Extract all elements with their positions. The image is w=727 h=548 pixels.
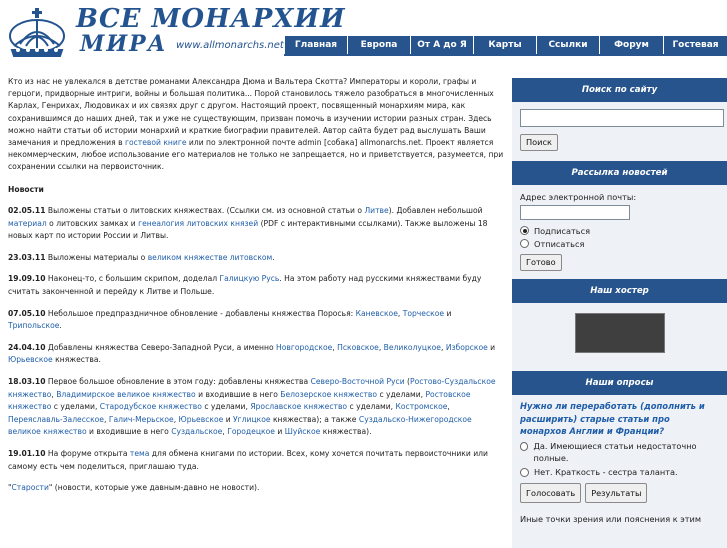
- content-link[interactable]: Каневское: [355, 308, 398, 318]
- content-text: (: [404, 376, 411, 386]
- content-text: с уделами,: [377, 389, 426, 399]
- content-text: княжества.: [52, 355, 101, 365]
- content-text: с уделами,: [201, 402, 251, 412]
- content-text: и входившие в него: [195, 389, 281, 399]
- content-text: ,: [440, 342, 446, 352]
- content-link[interactable]: Литве: [364, 206, 389, 216]
- content-link[interactable]: генеалогия литовских князей: [138, 218, 259, 228]
- hoster-banner[interactable]: [575, 313, 665, 353]
- content-link[interactable]: Галицкую Русь: [219, 274, 280, 284]
- news-item: [8, 376, 504, 439]
- content-link[interactable]: Изборское: [445, 342, 488, 352]
- content-text: или по электронной почте admin [собака] allmonarchs.net. Проект является некоммерческим, любое использование его материалов не только не запрещается, но и приветствуется, разумеется, при сохранении ссылки на первоисточник.: [8, 138, 504, 172]
- content-link[interactable]: Ярославское княжество: [250, 402, 348, 412]
- content-text: На форуме открыта: [45, 448, 130, 458]
- content-text: " (новости, которые уже давным-давно не новости).: [48, 483, 260, 493]
- content-link[interactable]: Переяславль-Залесское: [8, 414, 104, 424]
- content-text: Небольшое предпраздничное обновление - добавлены княжества Поросья:: [45, 308, 356, 318]
- newsletter-title: Рассылка новостей: [512, 161, 727, 185]
- nav-item-maps[interactable]: Карты: [473, 36, 536, 54]
- hoster-panel: [512, 313, 727, 371]
- content-link[interactable]: Белозерское княжество: [280, 389, 378, 399]
- newsletter-submit-button[interactable]: Готово: [520, 254, 562, 271]
- nav-item-europe[interactable]: Европа: [347, 36, 410, 54]
- content-text: ,: [173, 414, 179, 424]
- news-heading: Новости: [8, 184, 44, 194]
- subscribe-radio[interactable]: [520, 226, 529, 235]
- nav-item-home[interactable]: Главная: [284, 36, 347, 54]
- content-link[interactable]: Костромское: [395, 402, 448, 412]
- news-item: [8, 252, 504, 265]
- poll-yes-radio[interactable]: [520, 442, 528, 451]
- content-link[interactable]: Юрьевское: [178, 414, 224, 424]
- content-text: ,: [332, 342, 338, 352]
- content-text: о литовских замках и: [46, 218, 139, 228]
- news-item: [8, 205, 504, 243]
- crown-icon[interactable]: [6, 6, 68, 60]
- content-link[interactable]: Юрьевское: [8, 355, 53, 365]
- content-text: Наконец-то, с большим скрипом, доделал: [45, 274, 220, 284]
- content-text: ,: [103, 414, 109, 424]
- content-text: ,: [378, 342, 384, 352]
- news-item: [8, 308, 504, 333]
- content-text: Выложены материалы о: [45, 252, 148, 262]
- logo-title[interactable]: ВСЕ МОНАРХИИ: [76, 4, 346, 34]
- sidebar: [512, 78, 727, 548]
- nav-item-guestbook[interactable]: Гостевая: [663, 36, 727, 54]
- email-field[interactable]: [520, 205, 630, 220]
- content-text: ,: [447, 402, 450, 412]
- news-date: 18.03.10: [8, 376, 46, 386]
- search-title: Поиск по сайту: [512, 78, 727, 102]
- content-link[interactable]: Ростово-Суздальское княжество: [8, 376, 496, 399]
- content-text: ,: [397, 308, 403, 318]
- poll-option-no[interactable]: [520, 466, 719, 479]
- polls-panel: [512, 395, 727, 530]
- site-url: www.allmonarchs.net: [176, 40, 284, 51]
- content-link[interactable]: Старости: [11, 483, 49, 493]
- content-link[interactable]: Галич-Мерьское: [108, 414, 174, 424]
- content-link[interactable]: гостевой книге: [124, 138, 187, 148]
- content-text: и: [274, 427, 285, 437]
- main-content: [8, 76, 504, 495]
- nav-underline: [284, 54, 727, 56]
- search-panel: [512, 102, 727, 157]
- content-link[interactable]: тема: [129, 448, 150, 458]
- news-date: 24.04.10: [8, 342, 46, 352]
- content-link[interactable]: Новгородское: [276, 342, 333, 352]
- news-item: [8, 342, 504, 367]
- news-list: [8, 205, 504, 495]
- content-link[interactable]: Трипольское: [8, 321, 60, 331]
- content-link[interactable]: великом княжестве литовском: [147, 252, 273, 262]
- news-item: [8, 448, 504, 473]
- content-link[interactable]: Владимирское великое княжество: [56, 389, 196, 399]
- content-text: .: [272, 252, 275, 262]
- polls-title: Наши опросы: [512, 371, 727, 395]
- poll-footer-text: Иные точки зрения или пояснения к этим: [520, 513, 702, 524]
- newsletter-panel: [512, 185, 727, 277]
- content-text: ,: [51, 389, 57, 399]
- nav-item-forum[interactable]: Форум: [599, 36, 663, 54]
- results-button[interactable]: Результаты: [585, 483, 647, 503]
- content-text: Первое большое обновление в этом году: добавлены княжества: [45, 376, 311, 386]
- content-text: и: [444, 308, 452, 318]
- content-link[interactable]: Великолуцкое: [383, 342, 441, 352]
- main-nav: [284, 36, 727, 54]
- content-link[interactable]: Северо-Восточной Руси: [310, 376, 405, 386]
- intro-text: [8, 76, 504, 174]
- poll-question: Нужно ли переработать (дополнить и расширить) старые статьи про монархов Англии и Франции?: [520, 401, 705, 437]
- content-text: (PDF с интерактивными ссылками). Также выложены 18 новых карт по истории России и Литвы.: [8, 218, 488, 241]
- subscribe-label: Подписаться: [534, 225, 591, 236]
- content-link[interactable]: Ростовское княжество: [8, 389, 471, 412]
- content-link[interactable]: Городецкое: [227, 427, 275, 437]
- content-text: .: [59, 321, 62, 331]
- content-text: с уделами,: [347, 402, 396, 412]
- search-input[interactable]: [520, 109, 724, 127]
- content-text: княжества); а также: [270, 414, 359, 424]
- poll-yes-label: Да. Имеющиеся статьи недостаточно полные.: [533, 440, 697, 463]
- content-link[interactable]: Псковское: [337, 342, 379, 352]
- content-text: Добавлены княжества Северо-Западной Руси, а именно: [45, 342, 277, 352]
- email-label: Адрес электронной почты:: [520, 192, 637, 202]
- content-text: Выложены статьи о литовских княжествах. (Ссылки см. из основной статьи о: [45, 206, 365, 216]
- news-date: 02.05.11: [8, 206, 46, 216]
- content-link[interactable]: Стародубское княжество: [99, 402, 202, 412]
- content-link[interactable]: Суздальско-Нижегородское великое княжество: [8, 414, 472, 437]
- content-link[interactable]: Торческое: [402, 308, 445, 318]
- content-link[interactable]: Суздальское: [171, 427, 223, 437]
- poll-option-yes[interactable]: [520, 440, 719, 464]
- content-text: и: [487, 342, 496, 352]
- content-text: и: [223, 414, 234, 424]
- news-item: [8, 482, 504, 495]
- search-button[interactable]: Поиск: [520, 134, 558, 151]
- content-link[interactable]: материал: [8, 218, 47, 228]
- subscribe-option[interactable]: [520, 224, 719, 237]
- news-date: 07.05.10: [8, 308, 46, 318]
- unsubscribe-radio[interactable]: [520, 239, 529, 248]
- content-link[interactable]: Шуйское: [284, 427, 321, 437]
- content-text: княжества).: [320, 427, 372, 437]
- hoster-title: Наш хостер: [512, 279, 727, 303]
- news-date: 23.03.11: [8, 252, 46, 262]
- vote-button[interactable]: Голосовать: [520, 483, 581, 503]
- logo-subtitle[interactable]: МИРА: [80, 31, 168, 57]
- content-text: с уделами,: [51, 402, 100, 412]
- content-text: ,: [222, 427, 228, 437]
- content-text: и входившие в него: [86, 427, 172, 437]
- content-text: для обмена книгами по истории. Всех, кому хочется почитать первоисточники или самому есть чем поделиться, приглашаю туда.: [8, 448, 488, 471]
- news-date: 19.09.10: [8, 274, 46, 284]
- news-date: 19.01.10: [8, 448, 46, 458]
- content-link[interactable]: Углицкое: [233, 414, 271, 424]
- content-text: Кто из нас не увлекался в детстве романами Александра Дюма и Вальтера Скотта? Императоры и короли, графы и герцоги, придворные интриги, войны и большая политика... Порой становилось тяжело разобраться в многочисленных Карлах, Генрихах, Людовиках и их связях друг с другом. Настоящий проект, посвященный монархиям мира, как сохранившимся до наших дней, так и уже не существующим, призван помочь в изучении истории разных стран. Здесь можно найти статьи об истории монархий и краткие биографии правителей. Автор сайта будет рад выслушать Ваши замечания и предложения в: [8, 77, 494, 148]
- unsubscribe-option[interactable]: [520, 237, 719, 250]
- news-item: [8, 273, 504, 298]
- content-text: ": [8, 483, 12, 493]
- unsubscribe-label: Отписаться: [534, 238, 585, 249]
- nav-item-a-to-z[interactable]: От А до Я: [410, 36, 473, 54]
- poll-no-label: Нет. Краткость - сестра таланта.: [534, 467, 678, 478]
- content-text: ). Добавлен небольшой: [388, 206, 483, 216]
- content-text: . На этом работу над русскими княжествами буду считать законченной и перейду к Литве и Польше.: [8, 274, 482, 296]
- site-header: [0, 0, 727, 72]
- poll-no-radio[interactable]: [520, 468, 529, 477]
- nav-item-links[interactable]: Ссылки: [536, 36, 599, 54]
